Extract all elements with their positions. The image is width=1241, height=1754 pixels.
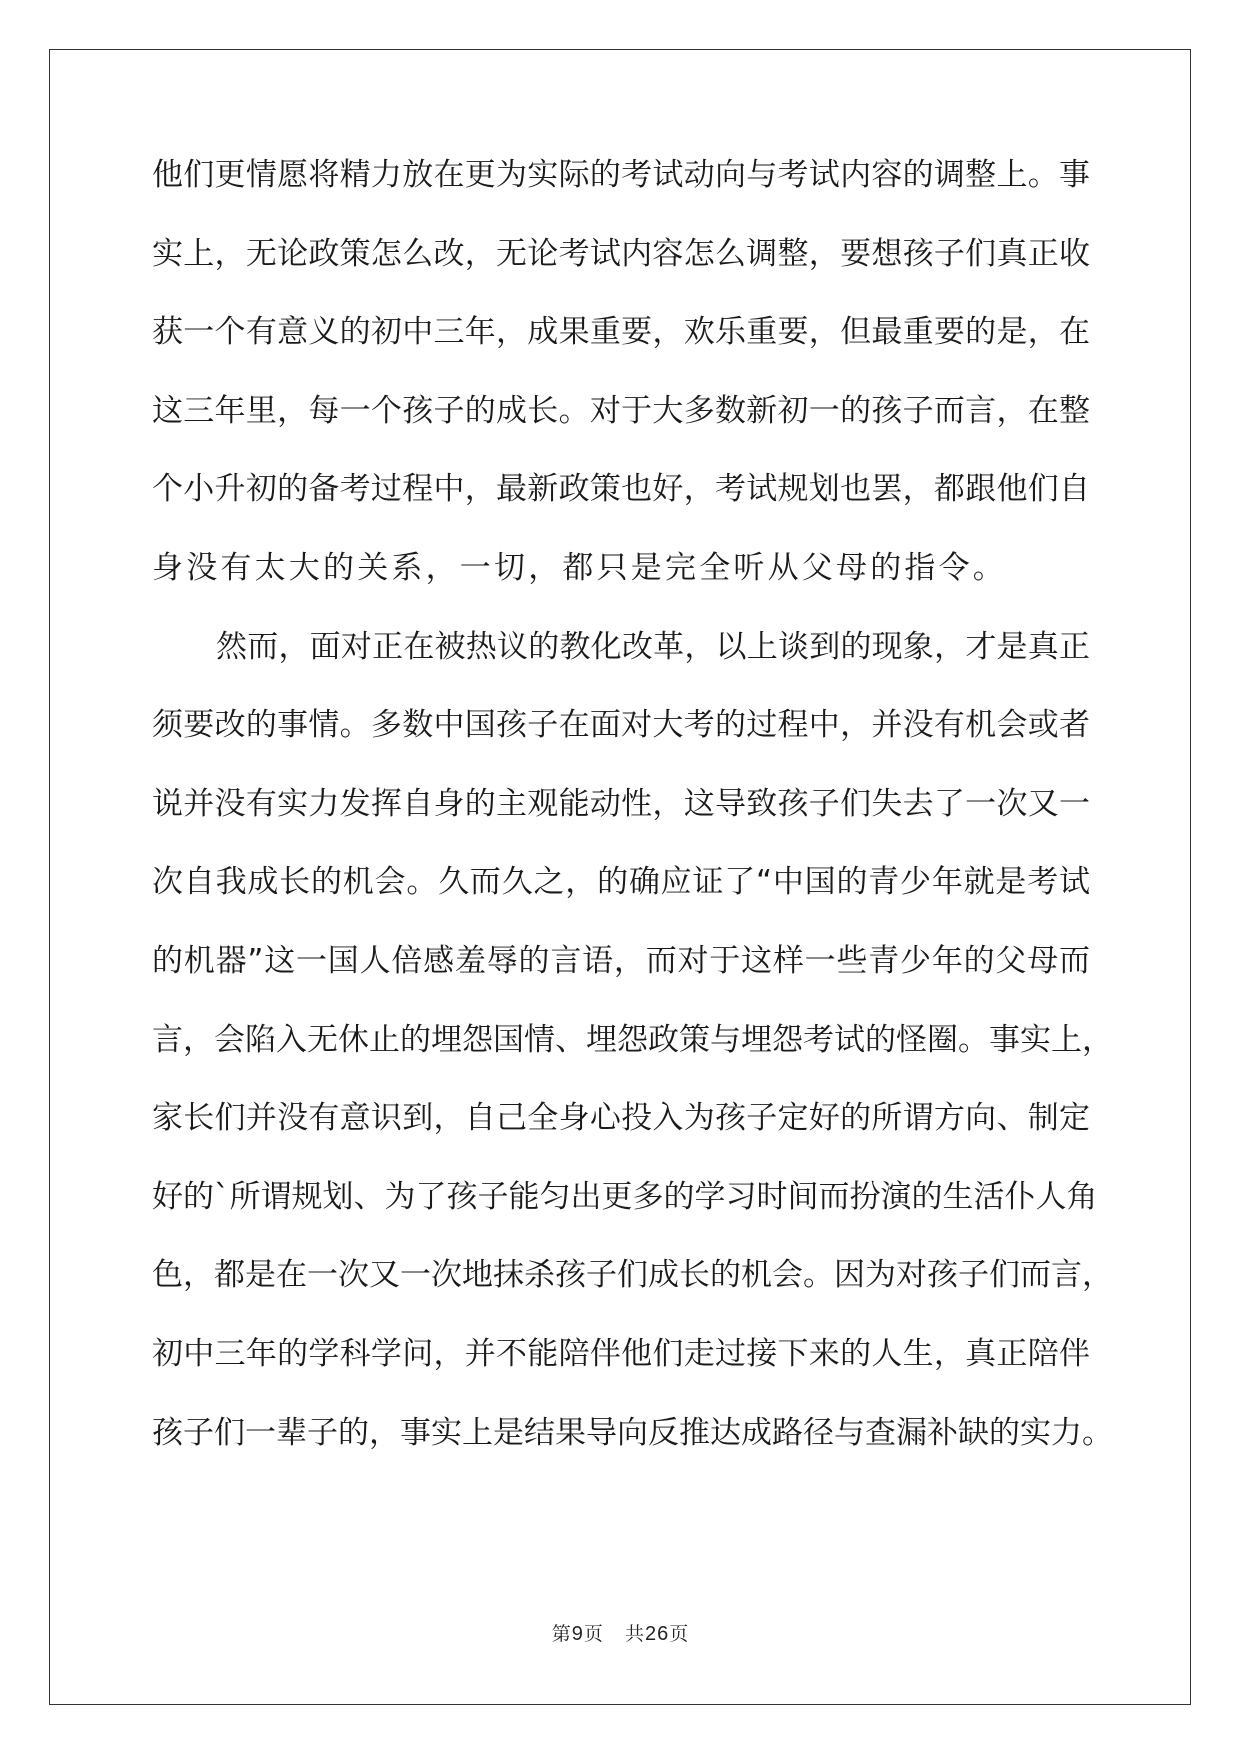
text-line: 实上，无论政策怎么改，无论考试内容怎么调整，要想孩子们真正收 bbox=[152, 235, 1090, 272]
text-line: 这三年里，每一个孩子的成长。对于大多数新初一的孩子而言，在整 bbox=[152, 392, 1090, 429]
page-number: 9 bbox=[571, 1623, 584, 1645]
text-line: 身没有太大的关系，一切，都只是完全听从父母的指令。 bbox=[152, 549, 1007, 586]
text-line: 初中三年的学科学问，并不能陪伴他们走过接下来的人生，真正陪伴 bbox=[152, 1335, 1090, 1372]
text-line: 须要改的事情。多数中国孩子在面对大考的过程中，并没有机会或者 bbox=[152, 707, 1090, 744]
text-line: 的机器”这一国人倍感羞辱的言语，而对于这样一些青少年的父母而 bbox=[152, 942, 1090, 979]
text-line: 次自我成长的机会。久而久之，的确应证了“中国的青少年就是考试 bbox=[152, 864, 1090, 901]
paragraph-first-line: 然而，面对正在被热议的教化改革，以上谈到的现象，才是真正 bbox=[216, 628, 1090, 665]
total-suffix: 页 bbox=[669, 1623, 690, 1645]
text-line: 获一个有意义的初中三年，成果重要，欢乐重要，但最重要的是，在 bbox=[152, 314, 1090, 351]
total-pages: 26 bbox=[645, 1623, 670, 1645]
text-line: 好的`所谓规划、为了孩子能匀出更多的学习时间而扮演的生活仆人角 bbox=[152, 1178, 1098, 1215]
page-prefix: 第 bbox=[551, 1623, 572, 1645]
document-body bbox=[152, 150, 1113, 1486]
total-prefix: 共 bbox=[625, 1623, 646, 1645]
text-line: 个小升初的备考过程中，最新政策也好，考试规划也罢，都跟他们自 bbox=[152, 471, 1090, 508]
text-line: 家长们并没有意识到，自己全身心投入为孩子定好的所谓方向、制定 bbox=[152, 1100, 1090, 1137]
page-footer bbox=[0, 1619, 1241, 1646]
text-line: 言，会陷入无休止的埋怨国情、埋怨政策与埋怨考试的怪圈。事实上， bbox=[152, 1021, 1113, 1058]
text-line: 色，都是在一次又一次地抹杀孩子们成长的机会。因为对孩子们而言， bbox=[152, 1257, 1113, 1294]
text-line: 他们更情愿将精力放在更为实际的考试动向与考试内容的调整上。事 bbox=[152, 157, 1090, 193]
text-line: 孩子们一辈子的，事实上是结果导向反推达成路径与查漏补缺的实力。 bbox=[152, 1414, 1113, 1451]
text-line: 说并没有实力发挥自身的主观能动性，这导致孩子们失去了一次又一 bbox=[152, 785, 1090, 822]
page-suffix: 页 bbox=[583, 1623, 604, 1645]
